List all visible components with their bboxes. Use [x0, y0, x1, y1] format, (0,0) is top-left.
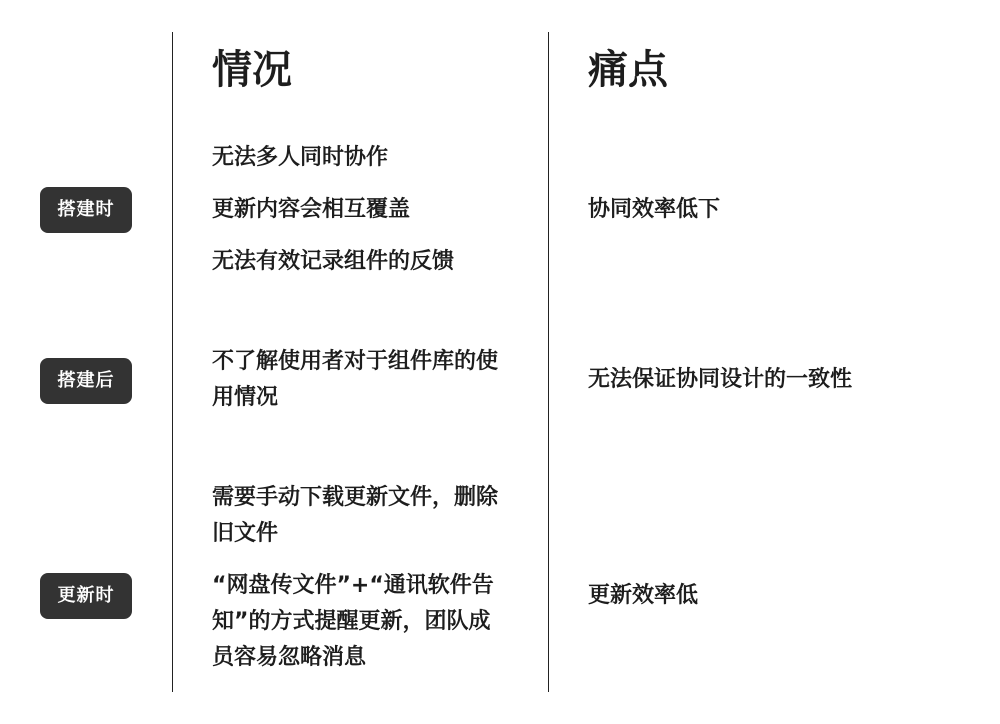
situation-item: 不了解使用者对于组件库的使用情况: [212, 349, 499, 410]
divider-right: [548, 32, 549, 692]
divider-left: [172, 32, 173, 692]
stage-badge-build: 搭建时: [40, 187, 132, 233]
stage-badge-update: 更新时: [40, 573, 132, 619]
stage-badge-after-build: 搭建后: [40, 358, 132, 404]
pain-point-text: 更新效率低: [588, 583, 699, 608]
pain-point-text: 无法保证协同设计的一致性: [588, 367, 853, 392]
situation-item: “网盘传文件”+“通讯软件告知”的方式提醒更新，团队成员容易忽略消息: [212, 573, 494, 670]
situation-item: 需要手动下载更新文件，删除旧文件: [212, 485, 499, 546]
pain-point-column-title: 痛点: [588, 47, 668, 93]
situation-item: 无法有效记录组件的反馈: [212, 249, 455, 274]
situation-column-title: 情况: [212, 47, 292, 93]
pain-point-text: 协同效率低下: [588, 197, 721, 222]
situation-item: 更新内容会相互覆盖: [212, 197, 411, 222]
situation-item: 无法多人同时协作: [212, 145, 389, 170]
